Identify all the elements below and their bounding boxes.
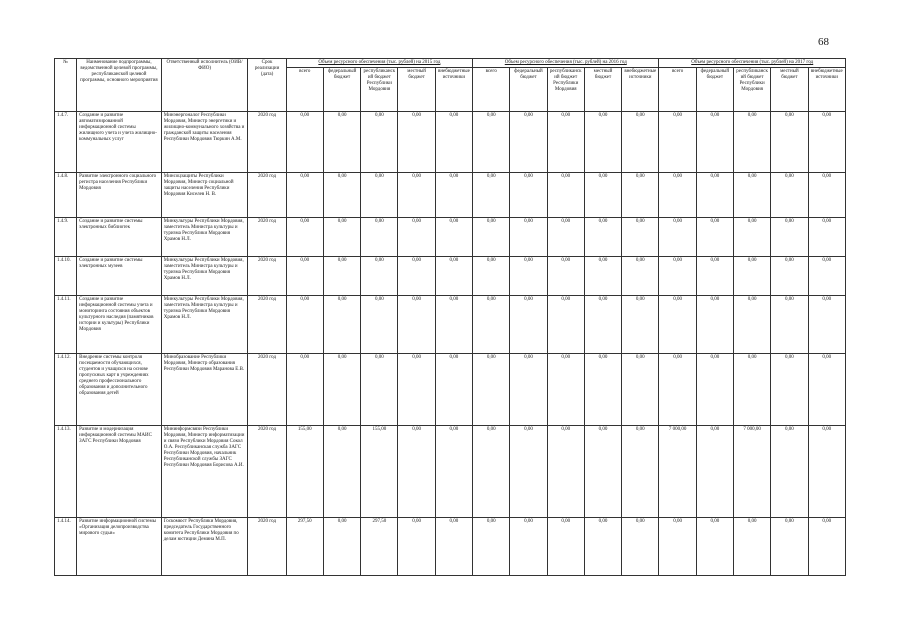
row-value: 0,00 [733,173,770,218]
row-value: 0,00 [659,173,696,218]
row-value: 0,00 [398,173,435,218]
header-sub-2016-1: федеральный бюджет [510,68,547,112]
row-value: 0,00 [771,296,808,354]
row-value: 0,00 [622,426,659,518]
row-value: 0,00 [808,518,845,576]
header-sub-2017-1: федеральный бюджет [696,68,733,112]
row-number: 1.4.8. [55,173,77,218]
row-term: 2020 год [248,257,286,296]
row-value: 0,00 [622,218,659,257]
table-row [55,257,846,296]
row-value: 0,00 [473,112,510,173]
row-value: 0,00 [696,296,733,354]
table-row [55,426,846,518]
row-value: 0,00 [398,257,435,296]
row-number: 1.4.7. [55,112,77,173]
row-value: 0,00 [435,296,472,354]
row-term: 2020 год [248,518,286,576]
row-value: 0,00 [622,257,659,296]
row-value: 0,00 [473,296,510,354]
row-value: 0,00 [547,354,584,426]
row-value: 0,00 [659,354,696,426]
row-responsible: Минкультуры Республики Мордовия, заместитель Министра культуры и туризма Республики Мордовия Храмов Н.Л. [161,218,248,257]
row-name: Развитие информационной системы «Организация делопроизводства мирового судьи» [77,518,162,576]
row-value: 0,00 [286,218,323,257]
row-value: 0,00 [696,173,733,218]
row-value: 0,00 [510,426,547,518]
resource-table [54,58,846,576]
row-term: 2020 год [248,112,286,173]
header-no: № [55,59,77,112]
row-value: 0,00 [323,173,360,218]
row-value: 0,00 [808,257,845,296]
row-name: Создание и развитие информационной системы учета и мониторинга состояния объектов культурного наследия (памятников истории и культуры) Республики Мордовия [77,296,162,354]
header-sub-2015-4: внебюджетные источники [435,68,472,112]
table-row [55,354,846,426]
row-value: 0,00 [323,257,360,296]
row-value: 0,00 [323,296,360,354]
row-value: 0,00 [771,257,808,296]
row-value: 0,00 [547,426,584,518]
row-value: 0,00 [696,257,733,296]
row-value: 0,00 [622,518,659,576]
row-value: 0,00 [808,296,845,354]
row-value: 0,00 [659,257,696,296]
row-value: 0,00 [584,296,621,354]
row-value: 0,00 [323,426,360,518]
row-responsible: Минкультуры Республики Мордовия, заместитель Министра культуры и туризма Республики Мордовия Храмов Н.Л. [161,257,248,296]
row-value: 0,00 [323,112,360,173]
row-value: 0,00 [286,112,323,173]
row-name: Создание и развитие системы электронных музеев [77,257,162,296]
row-value: 7 000,00 [733,426,770,518]
row-value: 0,00 [771,518,808,576]
row-number: 1.4.13. [55,426,77,518]
header-sub-2017-2: республиканский бюджет Республики Мордовия [733,68,770,112]
header-name: Наименование подпрограммы, ведомственной целевой программы, республиканской целевой программы, основного мероприятия [77,59,162,112]
row-value: 0,00 [473,257,510,296]
row-value: 0,00 [361,296,398,354]
row-value: 0,00 [659,218,696,257]
row-value: 155,00 [286,426,323,518]
row-value: 0,00 [771,218,808,257]
row-value: 0,00 [696,426,733,518]
row-value: 0,00 [659,296,696,354]
row-responsible: Минобразование Республики Мордовия, Министр образования Республики Мордовия Маранова Е.В. [161,354,248,426]
row-value: 0,00 [361,218,398,257]
row-value: 0,00 [286,354,323,426]
row-value: 0,00 [473,354,510,426]
row-value: 0,00 [547,218,584,257]
row-value: 0,00 [398,218,435,257]
row-value: 0,00 [584,257,621,296]
row-value: 0,00 [808,426,845,518]
row-responsible: Госкомюст Республики Мордовия, председатель Государственного комитета Республики Мордовия по делам юстиции Демина М.П. [161,518,248,576]
row-value: 0,00 [733,112,770,173]
row-number: 1.4.9. [55,218,77,257]
row-value: 0,00 [435,518,472,576]
row-value: 0,00 [733,257,770,296]
row-value: 0,00 [696,218,733,257]
row-responsible: Мининформсвязи Республики Мордовия, Министр информатизации и связи Республики Мордовия Сокол О.А. Республиканская служба ЗАГС Республики Мордовия, начальник Республиканской службы ЗАГС Республики Мордовия Борисова А.И. [161,426,248,518]
row-value: 0,00 [771,426,808,518]
row-name: Создание и развитие автоматизированной информационной системы жилищного учета и учета жилищно-коммунальных услуг [77,112,162,173]
row-responsible: Минэнергоналог Республики Мордовия, Министр энергетики и жилищно-коммунального хозяйства и гражданской защиты населения Республики Мордовия Тюркин А.М. [161,112,248,173]
row-value: 0,00 [398,426,435,518]
row-value: 0,00 [510,257,547,296]
row-value: 0,00 [435,354,472,426]
row-value: 0,00 [323,354,360,426]
row-value: 0,00 [435,112,472,173]
header-term: Срок реализации (дата) [248,59,286,112]
row-term: 2020 год [248,296,286,354]
row-term: 2020 год [248,354,286,426]
row-number: 1.4.12. [55,354,77,426]
row-value: 0,00 [696,518,733,576]
row-term: 2020 год [248,173,286,218]
row-value: 0,00 [584,173,621,218]
row-value: 0,00 [547,257,584,296]
row-value: 0,00 [473,218,510,257]
row-value: 0,00 [361,173,398,218]
header-sub-2015-2: республиканский бюджет Республики Мордовия [361,68,398,112]
table-row [55,518,846,576]
row-value: 0,00 [510,518,547,576]
row-value: 0,00 [435,173,472,218]
row-value: 0,00 [435,257,472,296]
row-responsible: Минкультуры Республики Мордовия, заместитель Министра культуры и туризма Республики Мордовия Храмов Н.Л. [161,296,248,354]
row-value: 0,00 [771,112,808,173]
header-sub-2015-1: федеральный бюджет [323,68,360,112]
row-value: 0,00 [733,296,770,354]
row-value: 0,00 [584,354,621,426]
row-value: 0,00 [510,173,547,218]
row-number: 1.4.10. [55,257,77,296]
table-row [55,218,846,257]
row-value: 0,00 [510,218,547,257]
row-value: 0,00 [435,426,472,518]
row-value: 0,00 [286,173,323,218]
row-value: 0,00 [584,112,621,173]
row-value: 0,00 [808,173,845,218]
row-value: 0,00 [622,112,659,173]
header-sub-2016-2: республиканский бюджет Республики Мордовия [547,68,584,112]
row-value: 0,00 [361,112,398,173]
row-value: 0,00 [547,518,584,576]
header-group-2017: Объем ресурсного обеспечения (тыс. рублей) на 2017 год [659,59,846,68]
row-value: 0,00 [771,173,808,218]
row-value: 0,00 [510,354,547,426]
header-sub-2015-3: местный бюджет [398,68,435,112]
row-term: 2020 год [248,218,286,257]
row-value: 297,50 [286,518,323,576]
row-value: 0,00 [323,218,360,257]
row-value: 0,00 [733,218,770,257]
row-value: 0,00 [733,518,770,576]
table-row [55,173,846,218]
row-value: 0,00 [473,426,510,518]
header-sub-2015-0: всего [286,68,323,112]
header-sub-2017-4: внебюджетные источники [808,68,845,112]
row-name: Создание и развитие системы электронных библиотек [77,218,162,257]
row-name: Развитие электронного социального регистра населения Республики Мордовия [77,173,162,218]
row-value: 0,00 [361,257,398,296]
row-value: 0,00 [659,112,696,173]
row-value: 0,00 [473,518,510,576]
row-value: 0,00 [808,112,845,173]
row-value: 0,00 [361,354,398,426]
header-sub-2016-3: местный бюджет [584,68,621,112]
row-value: 0,00 [584,518,621,576]
row-value: 0,00 [696,112,733,173]
row-term: 2020 год [248,426,286,518]
header-group-2015: Объем ресурсного обеспечения (тыс. рублей) на 2015 год [286,59,472,68]
row-number: 1.4.14. [55,518,77,576]
row-value: 0,00 [808,218,845,257]
row-name: Внедрение системы контроля посещаемости обучающихся, студентов и учащихся на основе пропускных карт в учреждениях среднего профессионального образования и дополнительного образования детей [77,354,162,426]
table-row [55,296,846,354]
page-number: 68 [818,36,829,48]
row-value: 0,00 [808,354,845,426]
row-value: 0,00 [547,173,584,218]
row-value: 0,00 [771,354,808,426]
row-value: 0,00 [510,112,547,173]
row-value: 0,00 [584,426,621,518]
header-sub-2016-0: всего [473,68,510,112]
row-value: 0,00 [510,296,547,354]
row-value: 0,00 [696,354,733,426]
row-value: 155,00 [361,426,398,518]
row-value: 0,00 [659,518,696,576]
header-group-2016: Объем ресурсного обеспечения (тыс. рублей) на 2016 год [473,59,659,68]
row-value: 0,00 [323,518,360,576]
row-number: 1.4.11. [55,296,77,354]
row-value: 0,00 [473,173,510,218]
row-value: 0,00 [584,218,621,257]
row-value: 0,00 [733,354,770,426]
row-value: 0,00 [398,296,435,354]
row-name: Развитие и модернизация информационной системы МАИС ЗАГС Республики Мордовия [77,426,162,518]
row-value: 7 000,00 [659,426,696,518]
header-sub-2017-0: всего [659,68,696,112]
row-value: 0,00 [435,218,472,257]
header-sub-2016-4: внебюджетные источники [622,68,659,112]
header-responsible: Ответственный исполнитель (ОИВ/ФИО) [161,59,248,112]
row-value: 0,00 [547,112,584,173]
row-value: 0,00 [622,173,659,218]
row-value: 0,00 [547,296,584,354]
row-value: 0,00 [398,354,435,426]
row-value: 0,00 [398,112,435,173]
row-value: 0,00 [622,296,659,354]
row-responsible: Минсоцзащиты Республики Мордовия, Министр социальной защиты населения Республики Мордовия Киселев Н. В. [161,173,248,218]
row-value: 297,50 [361,518,398,576]
row-value: 0,00 [286,257,323,296]
row-value: 0,00 [622,354,659,426]
row-value: 0,00 [286,296,323,354]
table-row [55,112,846,173]
header-sub-2017-3: местный бюджет [771,68,808,112]
row-value: 0,00 [398,518,435,576]
